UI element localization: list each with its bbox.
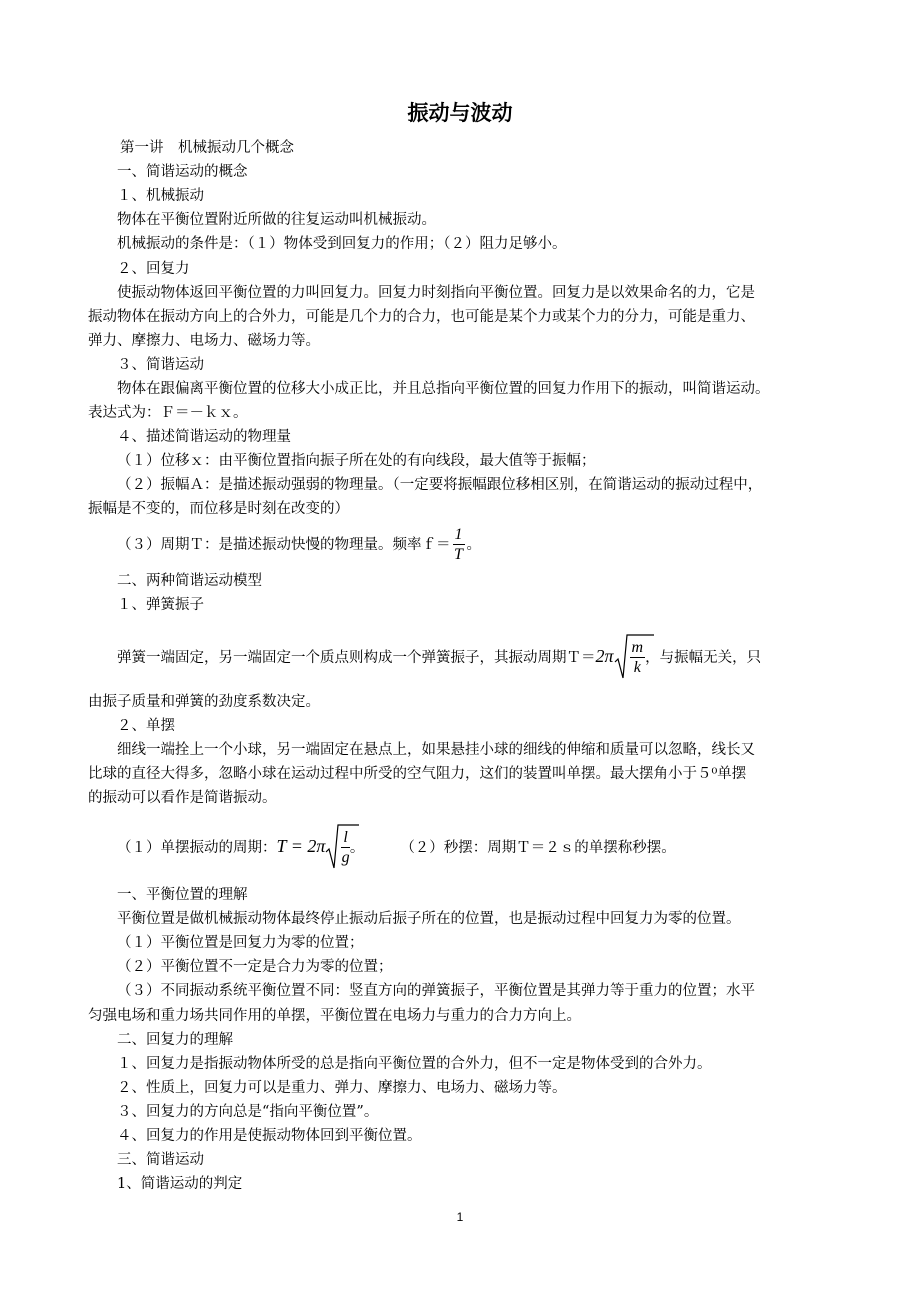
fraction-denominator: k: [633, 658, 641, 676]
spring-period-line: [117, 630, 761, 684]
paragraph-line: （１）平衡位置是回复力为零的位置；: [117, 935, 364, 951]
lecture-heading: 第一讲 机械振动几个概念: [120, 140, 294, 156]
seconds-pendulum-text: （２）秒摆：周期Ｔ＝２ｓ的单摆称秒摆。: [400, 840, 676, 856]
section-heading: 二、两种简谐运动模型: [117, 573, 262, 589]
section-heading: 一、平衡位置的理解: [117, 887, 248, 903]
paragraph-line: （３）不同振动系统平衡位置不同：竖直方向的弹簧振子，平衡位置是其弹力等于重力的位置；水平: [117, 983, 755, 999]
paragraph-line: 细线一端拴上一个小球，另一端固定在悬点上，如果悬挂小球的细线的伸缩和质量可以忽略，线长又: [117, 742, 755, 758]
fraction-numerator: 1: [454, 525, 463, 543]
spring-text: 弹簧一端固定，另一端固定一个质点则构成一个弹簧振子，其振动周期Ｔ＝: [117, 650, 596, 666]
document-title: 振动与波动: [407, 101, 513, 125]
subsection-heading: ３、简谐运动: [117, 357, 204, 373]
fraction-denominator: g: [341, 848, 350, 866]
subsection-heading: １、弹簧振子: [117, 597, 204, 613]
paragraph-line: ４、回复力的作用是使振动物体回到平衡位置。: [117, 1128, 422, 1144]
sqrt-symbol: [325, 822, 349, 874]
pendulum-period-line: [117, 820, 676, 874]
paragraph-line: （２）平衡位置不一定是合力为零的位置；: [117, 959, 393, 975]
pendulum-eq: = 2π: [286, 836, 326, 856]
paragraph-line: 匀强电场和重力场共同作用的单摆，平衡位置在电场力与重力的合力方向上。: [88, 1008, 581, 1024]
subsection-heading: ２、回复力: [117, 261, 190, 277]
paragraph-line: 物体在平衡位置附近所做的往复运动叫机械振动。: [117, 212, 436, 228]
paragraph-line: 弹力、摩擦力、电场力、磁场力等。: [88, 333, 320, 349]
section-heading: 二、回复力的理解: [117, 1032, 233, 1048]
frequency-text: （３）周期Ｔ：是描述振动快慢的物理量。频率ｆ＝: [117, 537, 451, 553]
frequency-end: 。: [466, 537, 481, 553]
page-number: 1: [456, 1210, 464, 1224]
fraction-numerator: l: [343, 828, 348, 846]
pendulum-end: 。: [349, 840, 365, 856]
paragraph-line: ２、性质上，回复力可以是重力、弹力、摩擦力、电场力、磁场力等。: [117, 1080, 567, 1096]
paragraph-line: 物体在跟偏离平衡位置的位移大小成正比，并且总指向平衡位置的回复力作用下的振动，叫简谐运动。: [117, 381, 770, 397]
pendulum-lhs: T: [276, 836, 287, 856]
fraction-numerator: m: [631, 638, 644, 656]
paragraph-line: 由振子质量和弹簧的劲度系数决定。: [88, 694, 320, 710]
section-heading: 一、简谐运动的概念: [117, 164, 248, 180]
paragraph-line: ３、回复力的方向总是“指向平衡位置”。: [117, 1104, 379, 1120]
subsection-heading: 1、简谐运动的判定: [117, 1176, 243, 1192]
paragraph-line: 振幅是不变的，而位移是时刻在改变的）: [88, 501, 349, 517]
spring-text-end: ，与振幅无关，只: [645, 650, 762, 666]
paragraph-line: 比球的直径大得多，忽略小球在运动过程中所受的空气阻力，这们的装置叫单摆。最大摆角小于５⁰单摆: [88, 766, 747, 782]
frequency-fraction: [453, 526, 465, 565]
paragraph-line: １、回复力是指振动物体所受的总是指向平衡位置的合外力，但不一定是物体受到的合外力。: [117, 1056, 712, 1072]
sqrt-symbol: [614, 632, 646, 684]
section-heading: 三、简谐运动: [117, 1152, 204, 1168]
paragraph-line: 机械振动的条件是：（１）物体受到回复力的作用；（２）阻力足够小。: [117, 236, 567, 252]
paragraph-line: 振动物体在振动方向上的合外力，可能是几个力的合力，也可能是某个力或某个力的分力，可能是重力、: [88, 309, 755, 325]
paragraph-line: 使振动物体返回平衡位置的力叫回复力。回复力时刻指向平衡位置。回复力是以效果命名的力，它是: [117, 285, 755, 301]
paragraph-line: 的振动可以看作是简谐振动。: [88, 790, 277, 806]
subsection-heading: ４、描述简谐运动的物理量: [117, 429, 291, 445]
paragraph-line: （２）振幅Ａ：是描述振动强弱的物理量。（一定要将振幅跟位移相区别，在简谐运动的振动过程中，: [117, 477, 763, 493]
paragraph-line: 表达式为：Ｆ＝－ｋｘ。: [88, 405, 248, 421]
subsection-heading: １、机械振动: [117, 188, 204, 204]
paragraph-line: 平衡位置是做机械振动物体最终停止振动后振子所在的位置，也是振动过程中回复力为零的位置。: [117, 911, 741, 927]
pendulum-text: （１）单摆振动的周期：: [117, 840, 277, 856]
fraction-denominator: T: [454, 545, 463, 563]
subsection-heading: ２、单摆: [117, 718, 175, 734]
spring-formula-prefix: 2π: [595, 646, 614, 666]
frequency-line: [117, 523, 481, 567]
paragraph-line: （１）位移ｘ：由平衡位置指向振子所在处的有向线段，最大值等于振幅；: [117, 453, 596, 469]
